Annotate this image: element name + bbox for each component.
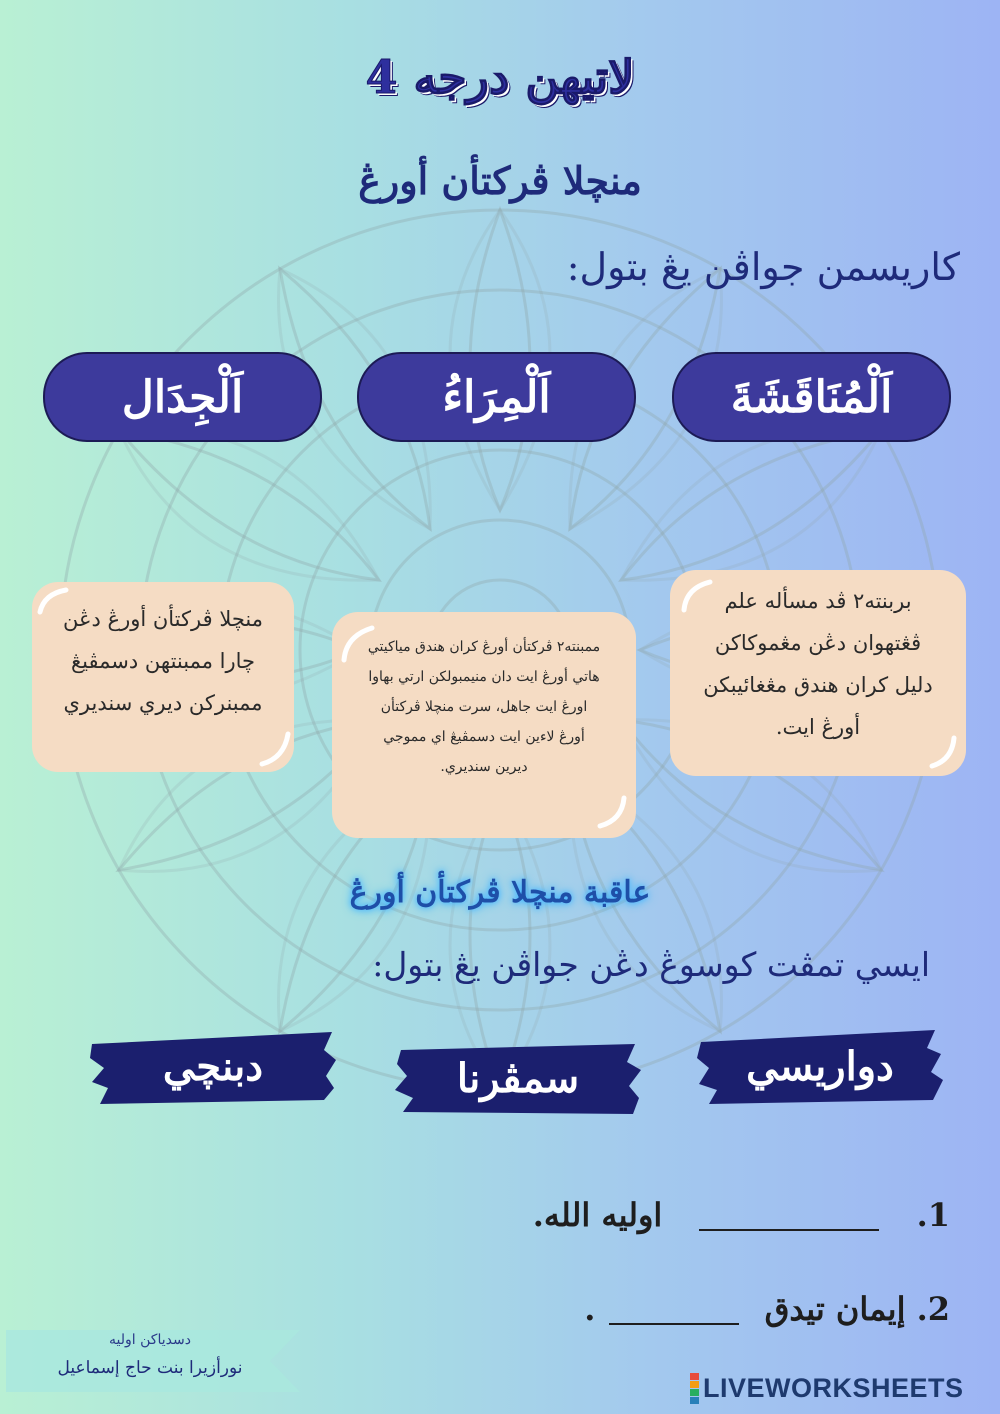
term-almira-pill[interactable]: اَلْمِرَاءُ <box>357 352 636 442</box>
question-number: 1. <box>916 1196 950 1234</box>
page-title: لاتيهن درجه 4 <box>365 50 635 104</box>
question-text: اوليه الله. <box>532 1196 663 1234</box>
credit-ribbon <box>0 1330 300 1392</box>
option-diwarisi[interactable] <box>695 1028 945 1104</box>
card-line: اورڠ ايت جاهل، سرت منچلا ڤركتأن <box>380 699 588 715</box>
card-1-swoosh <box>670 570 966 776</box>
question-text: إيمان تيدق <box>764 1290 906 1328</box>
instruction-fill-blank: ايسي تمڤت كوسوڠ دڠن جواڤن يڠ بتول: <box>372 945 930 984</box>
question-end: . <box>584 1290 596 1328</box>
option-sempurna[interactable] <box>393 1040 643 1116</box>
card-line: چارا ممبنتهن دسمڤيڠ <box>71 649 255 673</box>
card-line: هاتي أورڠ ايت دان منيمبولكن ارتي بهاوا <box>368 669 600 685</box>
term-almunaqasyah-pill[interactable]: اَلْمُنَاقَشَةَ <box>672 352 951 442</box>
card-line: ديرين سنديري. <box>440 759 528 775</box>
card-line: منچلا ڤركتأن أورڠ دڠن <box>63 607 263 631</box>
page-subtitle: منچلا ڤركتأن أورڠ <box>358 158 642 203</box>
question-1 <box>533 1196 950 1234</box>
card-line: دليل كران هندق مڠغائيبكن <box>703 673 933 697</box>
instruction-find-answer: كاريسمن جواڤن يڠ بتول: <box>566 245 960 289</box>
brand-name: LIVEWORKSHEETS <box>703 1372 964 1403</box>
card-line: ممبنركن ديري سنديري <box>63 691 263 715</box>
option-dibenci[interactable] <box>88 1028 338 1104</box>
option-label: دواريسي <box>746 1042 894 1090</box>
term-aljidal-pill[interactable]: اَلْجِدَال <box>43 352 322 442</box>
card-line: أورڠ ايت. <box>775 715 861 739</box>
answer-blank-1[interactable] <box>699 1205 879 1231</box>
answer-blank-2[interactable] <box>609 1299 739 1325</box>
liveworksheets-logo <box>690 1372 964 1404</box>
option-label: سمڤرنا <box>456 1054 580 1102</box>
card-line: أورڠ لاءين ايت دسمڤيڠ اي مموجي <box>383 729 585 745</box>
card-line: ممبنته٢ ڤركتأن أورڠ كران هندق مياكيتي <box>367 639 601 655</box>
credit-label: دسدياكن اوليه <box>109 1332 191 1348</box>
card-line: ڤڠتهوان دڠن مڠموكاكن <box>714 631 922 655</box>
logo-mark-icon <box>690 1373 699 1404</box>
card-3-swoosh <box>32 582 294 772</box>
credit-author: نورأزيرا بنت حاج إسماعيل <box>57 1358 243 1378</box>
card-2-swoosh <box>332 612 636 838</box>
option-label: دبنچي <box>162 1042 264 1090</box>
question-2 <box>584 1290 950 1328</box>
card-line: بربنته٢ ڤد مسأله علم <box>724 589 912 613</box>
section-heading-consequences: عاقبة منچلا ڤركتأن أورڠ <box>349 875 651 910</box>
question-number: 2. <box>916 1290 950 1328</box>
